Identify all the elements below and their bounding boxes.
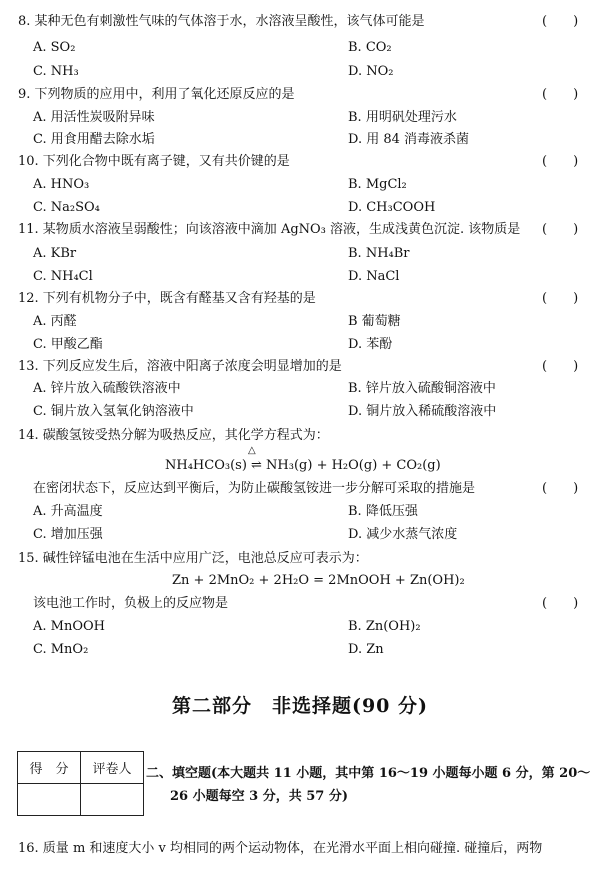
q15-equation: Zn + 2MnO₂ + 2H₂O = 2MnOOH + Zn(OH)₂ — [172, 573, 465, 588]
part-two-title: 第二部分 非选择题(90 分) — [171, 695, 429, 717]
grader-header: 评卷人 — [81, 752, 144, 784]
score-header: 得 分 — [18, 752, 81, 784]
question-16-stem: 16. 质量 m 和速度大小 v 均相同的两个运动物体，在光滑水平面上相向碰撞. 碰撞后，两物 — [18, 841, 543, 856]
grader-cell — [81, 784, 144, 816]
q12-option-c: C. 甲酸乙酯 — [33, 337, 103, 352]
q9-option-b: B. 用明矾处理污水 — [348, 110, 457, 125]
q10-option-d: D. CH₃COOH — [348, 200, 436, 215]
q14-equation: NH₄HCO₃(s) ⇌ NH₃(g) + H₂O(g) + CO₂(g) — [165, 458, 441, 473]
q12-option-d: D. 苯酚 — [348, 337, 393, 352]
question-14-stem: 14. 碳酸氢铵受热分解为吸热反应，其化学方程式为： — [18, 428, 329, 443]
q11-option-b: B. NH₄Br — [348, 246, 410, 261]
answer-bracket: ( ) — [542, 222, 579, 237]
answer-bracket: ( ) — [542, 154, 579, 169]
q13-option-a: A. 锌片放入硫酸铁溶液中 — [33, 381, 181, 396]
q14-option-c: C. 增加压强 — [33, 527, 103, 542]
q14-option-d: D. 减少水蒸气浓度 — [348, 527, 458, 542]
question-8-stem: 8. 某种无色有刺激性气味的气体溶于水，水溶液呈酸性，该气体可能是 — [18, 14, 425, 29]
q13-option-c: C. 铜片放入氢氧化钠溶液中 — [33, 404, 194, 419]
q9-option-d: D. 用 84 消毒液杀菌 — [348, 132, 470, 147]
question-10-stem: 10. 下列化合物中既有离子键，又有共价键的是 — [18, 154, 290, 169]
fill-section-heading-line2: 26 小题每空 3 分，共 57 分) — [170, 789, 349, 804]
q15-option-b: B. Zn(OH)₂ — [348, 619, 421, 634]
answer-bracket: ( ) — [542, 87, 579, 102]
q8-option-d: D. NO₂ — [348, 64, 394, 79]
q11-option-d: D. NaCl — [348, 269, 400, 284]
q8-option-b: B. CO₂ — [348, 40, 392, 55]
q15-option-c: C. MnO₂ — [33, 642, 89, 657]
q12-option-a: A. 丙醛 — [33, 314, 77, 329]
question-12-stem: 12. 下列有机物分子中，既含有醛基又含有羟基的是 — [18, 291, 316, 306]
answer-bracket: ( ) — [542, 291, 579, 306]
answer-bracket: ( ) — [542, 14, 579, 29]
fill-section-heading-line1: 二、填空题(本大题共 11 小题，其中第 16～19 小题每小题 6 分，第 20～ — [146, 766, 591, 781]
q10-option-c: C. Na₂SO₄ — [33, 200, 100, 215]
q10-option-b: B. MgCl₂ — [348, 177, 407, 192]
q9-option-a: A. 用活性炭吸附异味 — [33, 110, 155, 125]
score-cell — [18, 784, 81, 816]
q9-option-c: C. 用食用醋去除水垢 — [33, 132, 155, 147]
q13-option-b: B. 锌片放入硫酸铜溶液中 — [348, 381, 496, 396]
question-11-stem: 11. 某物质水溶液呈弱酸性；向该溶液中滴加 AgNO₃ 溶液，生成浅黄色沉淀. 该物质是 — [18, 222, 521, 237]
score-table — [17, 751, 144, 816]
question-15-sub-stem: 该电池工作时，负极上的反应物是 — [33, 596, 229, 611]
q14-option-a: A. 升高温度 — [33, 504, 103, 519]
question-9-stem: 9. 下列物质的应用中，利用了氧化还原反应的是 — [18, 87, 295, 102]
answer-bracket: ( ) — [542, 359, 579, 374]
q11-option-a: A. KBr — [33, 246, 77, 261]
q8-option-a: A. SO₂ — [33, 40, 76, 55]
question-13-stem: 13. 下列反应发生后，溶液中阳离子浓度会明显增加的是 — [18, 359, 342, 374]
q13-option-d: D. 铜片放入稀硫酸溶液中 — [348, 404, 497, 419]
q10-option-a: A. HNO₃ — [33, 177, 90, 192]
q15-option-a: A. MnOOH — [33, 619, 105, 634]
q15-option-d: D. Zn — [348, 642, 384, 657]
heat-mark: △ — [248, 445, 256, 456]
q11-option-c: C. NH₄Cl — [33, 269, 93, 284]
answer-bracket: ( ) — [542, 596, 579, 611]
q14-option-b: B. 降低压强 — [348, 504, 418, 519]
answer-bracket: ( ) — [542, 481, 579, 496]
question-14-sub-stem: 在密闭状态下，反应达到平衡后，为防止碳酸氢铵进一步分解可采取的措施是 — [33, 481, 476, 496]
q12-option-b: B 葡萄糖 — [348, 314, 401, 329]
q8-option-c: C. NH₃ — [33, 64, 79, 79]
question-15-stem: 15. 碱性锌锰电池在生活中应用广泛，电池总反应可表示为： — [18, 551, 368, 566]
